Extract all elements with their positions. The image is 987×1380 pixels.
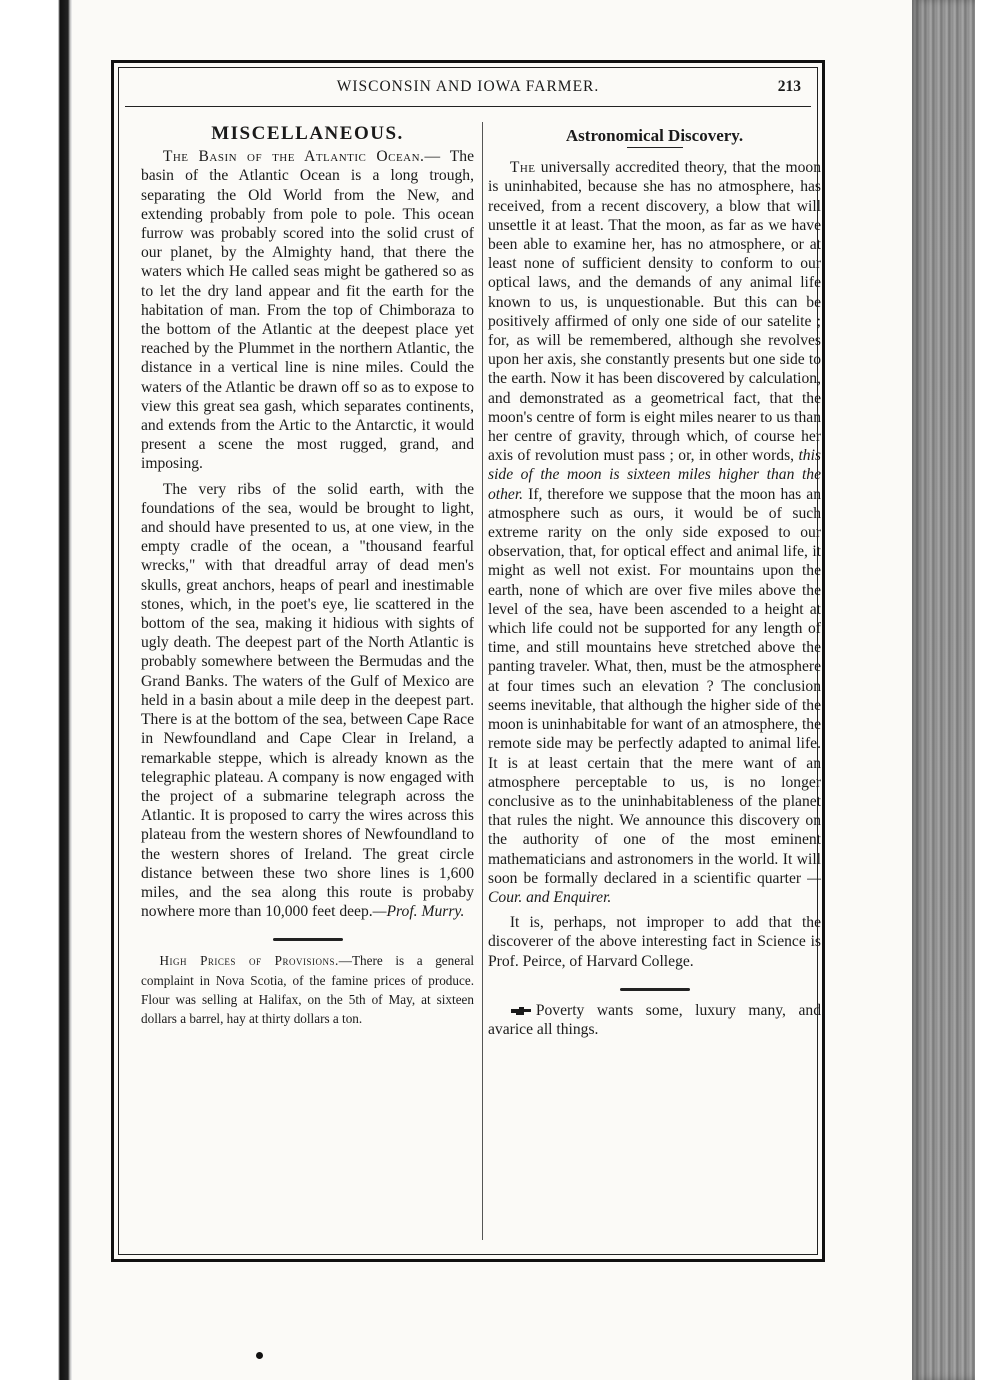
ink-dot [256, 1352, 263, 1359]
page-edge-stack [912, 0, 987, 1380]
provisions-text: —There is a general complaint in Nova Scotia, of the famine prices of produce. Flour was selling at Halifax, on the 5th of May, at sixteen dollars a barrel, hay at thirty dollars a ton. [141, 953, 474, 1026]
right-column [488, 118, 821, 1039]
column-divider [482, 122, 483, 1240]
astronomy-emphasis: this side of the moon is sixteen miles higher than the other. [488, 447, 821, 503]
running-head: WISCONSIN AND IOWA FARMER. [336, 78, 600, 95]
basin-paragraph-1 [141, 147, 474, 473]
astronomy-text-after: If, therefore we suppose that the moon has an atmosphere such as ours, it would be of such extreme rarity on the only side exposed to our observation, that, for optical effect and animal life, it might as well not exist. For mountains upon the earth, none of which are over five miles above the level of the sea, have been ascended to a height at which life could not be supported for any length of time, and still mountains heve stretched above the panting traveler. What, then, must be the atmosphere at four times such an elevation ? The conclusion seems inevitable, that although the higher side of the moon is uninhabitable for want of an atmosphere, the remote side may be perfectly adapted to animal life. It is at least certain that the mere want of an atmosphere perceptable to us, is no longer conclusive as to the uninhabitableness of the planet that rules the night. We announce this discovery on the authority of one of the most eminent mathematicians and astronomers in the world. It will soon be formally declared in a scientific quarter [488, 485, 822, 887]
page-number: 213 [777, 78, 801, 95]
astronomy-text-2: It is, perhaps, not improper to add that the discoverer of the above interesting fact in Science is Prof. Peirce, of Harvard College. [488, 914, 821, 970]
section-title-astronomical: Astronomical Discovery. [565, 126, 744, 145]
header-rule [125, 106, 811, 107]
left-column [141, 118, 474, 1028]
astronomy-paragraph-1 [488, 158, 821, 907]
astronomy-run-in: The [509, 159, 536, 177]
provisions-paragraph [141, 951, 474, 1028]
basin-text-1: The basin of the Atlantic Ocean is a long trough, separating the Old World from the New, and extending probably from pole to pole. This ocean furrow was probably scored into the solid crust of our planet, by the Almighty hand, that there the waters which He called seas might be gathered so as to let the dry land appear and fit the earth for the habitation of man. From the top of Chimboraza to the bottom of the Atlantic at the deepest place yet reached by the Plummet in the northern Atlantic, the distance in a vertical line is nine miles. Could the waters of the Atlantic be drawn off so as to expose to view this great sea gash, which separates continents, and extends from the Artic to the Antarctic, it would present a scene the most rugged, grand, and imposing. [141, 148, 474, 473]
astronomy-paragraph-2 [488, 913, 821, 971]
section-title-miscellaneous: MISCELLANEOUS. [211, 123, 404, 144]
maxim-text: Poverty wants some, luxury many, and avarice all things. [488, 1001, 821, 1038]
page-header [125, 76, 811, 102]
provisions-run-in-heading: High Prices of Provisions. [159, 953, 339, 969]
astronomy-attribution: —Cour. and Enquirer. [488, 869, 821, 906]
title-rule [627, 147, 683, 148]
ornament-divider-right [488, 979, 821, 989]
astronomy-text-before: universally accredited theory, that the moon is uninhabited, because she has no atmosphere, has received, from a recent discovery, a blow that will unsettle it at least. That the moon, as far as we have been able to examine her, has no atmosphere, or at least none of sufficient density to conform to our optical laws, and the demands of any animal life known to us, is unquestionable. But this can be positively affirmed of only one side of our satelite ; for, as will be remembered, although she revolves upon her axis, she constantly presents but one side to the earth. Now it has been discovered by calculation, and demonstrated as a geometrical fact, that the moon's centre of form is eight miles nearer to us than her centre of gravity, through which, of course her axis of revolution must pass ; or, in other words, [488, 159, 821, 465]
basin-text-2: The very ribs of the solid earth, with the foundations of the sea, would be brought to light, and should have presented to us, at one view, in the empty cradle of the ocean, a "thousand fearful wrecks," with that dreadful array of dead men's skulls, great anchors, heaps of pearl and inestimable stones, which, in the poet's eye, lie scattered in the bottom of the sea, making it hidious with sights of ugly death. The deepest part of the North Atlantic is probably somewhere between the Bermudas and the Grand Banks. The waters of the Gulf of Mexico are held in a basin about a mile deep in the deepest part. There is at the bottom of the sea, between Cape Race in Newfoundland and Cape Clear in Ireland, a remarkable steppe, which is already known as the telegraphic plateau. A company is now engaged with the project of a submarine telegraph across the Atlantic. It is proposed to carry the wires across this plateau from the western shores of Newfoundland to the western shores of Ireland. The great circle distance between these two shore lines is 1,600 miles, and the sea along this route is probaby nowhere more than 10,000 feet deep. [141, 480, 474, 921]
basin-paragraph-2 [141, 480, 474, 922]
basin-attribution: —Prof. Murry. [372, 903, 465, 921]
basin-run-in-heading: The Basin of the Atlantic Ocean.— [162, 148, 441, 166]
maxim-paragraph [488, 1001, 821, 1039]
binding-gutter [0, 0, 72, 1380]
ornament-divider [141, 929, 474, 939]
pointing-hand-icon [510, 1005, 532, 1017]
